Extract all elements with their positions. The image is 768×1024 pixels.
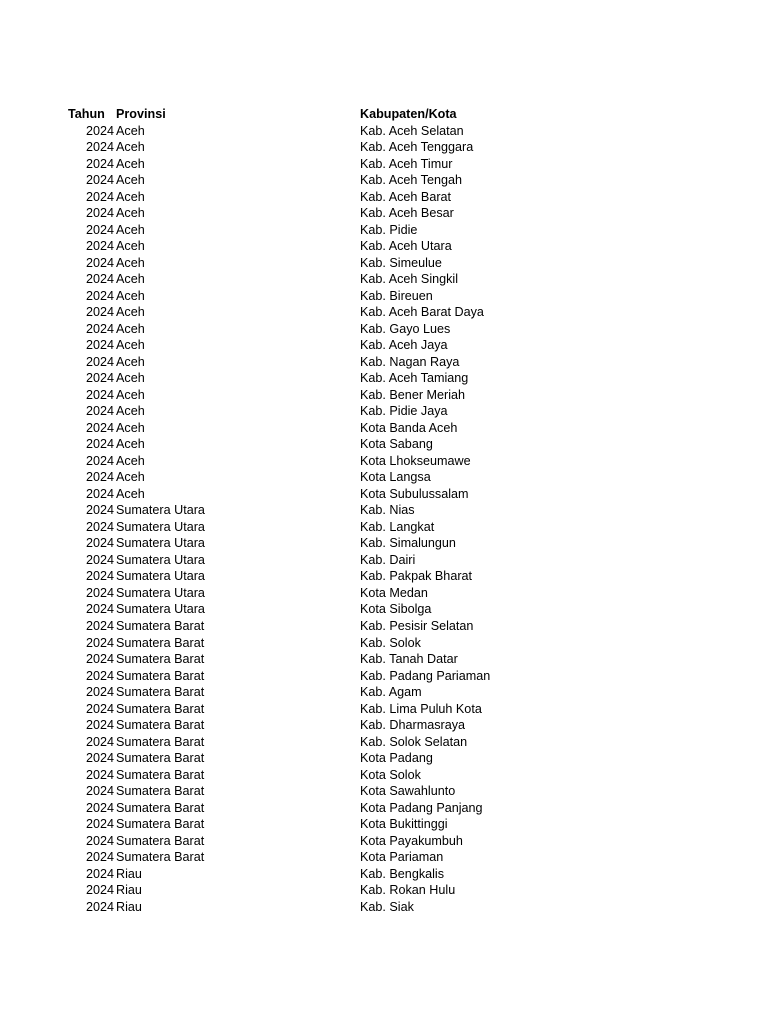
cell-regency: Kota Medan [360,585,428,600]
cell-province: Sumatera Utara [116,503,205,518]
cell-province: Sumatera Utara [116,552,205,567]
cell-year: 2024 [85,123,114,138]
table-row [0,734,768,751]
cell-province: Sumatera Barat [116,751,205,766]
cell-regency: Kota Sabang [360,437,433,452]
table-row [0,651,768,668]
table-row [0,354,768,371]
cell-year: 2024 [85,404,114,419]
cell-regency: Kab. Pidie [360,222,418,237]
cell-regency: Kab. Pakpak Bharat [360,569,473,584]
table-row [0,750,768,767]
cell-year: 2024 [85,338,114,353]
cell-regency: Kab. Aceh Jaya [360,338,448,353]
cell-regency: Kab. Simeulue [360,255,442,270]
cell-regency: Kab. Lima Puluh Kota [360,701,482,716]
table-row [0,255,768,272]
cell-regency: Kab. Aceh Barat [360,189,452,204]
cell-regency: Kab. Simalungun [360,536,456,551]
cell-province: Sumatera Barat [116,767,205,782]
table-row [0,585,768,602]
cell-province: Aceh [116,305,145,320]
cell-province: Aceh [116,189,145,204]
cell-regency: Kab. Aceh Barat Daya [360,305,484,320]
table-row [0,816,768,833]
cell-province: Sumatera Barat [116,800,205,815]
cell-regency: Kab. Aceh Tengah [360,173,463,188]
cell-year: 2024 [85,321,114,336]
cell-year: 2024 [85,453,114,468]
cell-province: Aceh [116,140,145,155]
cell-year: 2024 [85,718,114,733]
cell-regency: Kab. Aceh Utara [360,239,452,254]
cell-regency: Kab. Aceh Tamiang [360,371,469,386]
table-row [0,156,768,173]
cell-year: 2024 [85,751,114,766]
cell-regency: Kab. Rokan Hulu [360,883,456,898]
table-row [0,486,768,503]
cell-regency: Kab. Aceh Timur [360,156,453,171]
cell-year: 2024 [85,305,114,320]
cell-province: Sumatera Utara [116,569,205,584]
cell-regency: Kota Sibolga [360,602,432,617]
table-row [0,453,768,470]
cell-year: 2024 [85,173,114,188]
cell-province: Aceh [116,255,145,270]
table-row [0,238,768,255]
cell-regency: Kab. Agam [360,685,422,700]
cell-regency: Kab. Pesisir Selatan [360,618,474,633]
cell-province: Sumatera Barat [116,685,205,700]
table-row [0,139,768,156]
cell-year: 2024 [85,272,114,287]
cell-year: 2024 [85,652,114,667]
cell-province: Riau [116,866,142,881]
table-row [0,387,768,404]
cell-year: 2024 [85,420,114,435]
cell-year: 2024 [85,602,114,617]
cell-province: Aceh [116,222,145,237]
cell-year: 2024 [85,899,114,914]
cell-year: 2024 [85,569,114,584]
cell-year: 2024 [85,767,114,782]
cell-regency: Kota Solok [360,767,421,782]
cell-province: Sumatera Utara [116,536,205,551]
cell-year: 2024 [85,503,114,518]
cell-province: Aceh [116,239,145,254]
cell-regency: Kab. Tanah Datar [360,652,458,667]
table-row [0,668,768,685]
cell-province: Sumatera Barat [116,784,205,799]
header-province: Provinsi [116,107,166,121]
table-row [0,321,768,338]
cell-year: 2024 [85,387,114,402]
cell-province: Sumatera Barat [116,734,205,749]
cell-regency: Kota Payakumbuh [360,833,463,848]
table-row [0,436,768,453]
table-row [0,684,768,701]
table-row [0,601,768,618]
cell-province: Sumatera Utara [116,585,205,600]
cell-year: 2024 [85,883,114,898]
table-row [0,552,768,569]
table-row [0,849,768,866]
cell-province: Sumatera Barat [116,817,205,832]
cell-regency: Kab. Siak [360,899,414,914]
cell-year: 2024 [85,784,114,799]
cell-year: 2024 [85,800,114,815]
table-row [0,882,768,899]
cell-province: Aceh [116,387,145,402]
cell-province: Aceh [116,453,145,468]
cell-province: Sumatera Barat [116,850,205,865]
table-row [0,866,768,883]
cell-year: 2024 [85,189,114,204]
cell-province: Aceh [116,123,145,138]
header-regency: Kabupaten/Kota [360,107,457,121]
cell-regency: Kab. Aceh Singkil [360,272,459,287]
cell-year: 2024 [85,585,114,600]
cell-year: 2024 [85,486,114,501]
cell-year: 2024 [85,206,114,221]
cell-regency: Kab. Bengkalis [360,866,445,881]
cell-province: Sumatera Barat [116,718,205,733]
cell-regency: Kota Padang Panjang [360,800,483,815]
table-row [0,502,768,519]
cell-regency: Kab. Dairi [360,552,416,567]
cell-regency: Kab. Solok Selatan [360,734,468,749]
cell-year: 2024 [85,288,114,303]
cell-province: Aceh [116,338,145,353]
table-row [0,189,768,206]
table-row [0,304,768,321]
cell-province: Aceh [116,486,145,501]
cell-year: 2024 [85,536,114,551]
cell-province: Aceh [116,420,145,435]
cell-year: 2024 [85,685,114,700]
table-row [0,717,768,734]
cell-year: 2024 [85,635,114,650]
table-row [0,767,768,784]
cell-regency: Kota Banda Aceh [360,420,458,435]
cell-regency: Kab. Pidie Jaya [360,404,448,419]
cell-regency: Kota Subulussalam [360,486,469,501]
cell-province: Aceh [116,470,145,485]
cell-province: Sumatera Barat [116,635,205,650]
table-row [0,635,768,652]
table-row [0,783,768,800]
cell-province: Aceh [116,288,145,303]
cell-province: Aceh [116,156,145,171]
cell-year: 2024 [85,470,114,485]
cell-regency: Kota Sawahlunto [360,784,456,799]
table-row [0,123,768,140]
cell-year: 2024 [85,866,114,881]
table-row [0,899,768,916]
table-row [0,271,768,288]
cell-regency: Kota Langsa [360,470,431,485]
table-row [0,420,768,437]
cell-year: 2024 [85,371,114,386]
cell-regency: Kab. Langkat [360,519,435,534]
cell-regency: Kab. Bener Meriah [360,387,466,402]
cell-province: Aceh [116,272,145,287]
table-row [0,618,768,635]
cell-province: Sumatera Barat [116,652,205,667]
table-row [0,370,768,387]
table-row [0,833,768,850]
cell-province: Aceh [116,437,145,452]
cell-province: Aceh [116,371,145,386]
cell-year: 2024 [85,850,114,865]
cell-year: 2024 [85,222,114,237]
cell-province: Sumatera Barat [116,833,205,848]
table-row [0,568,768,585]
cell-regency: Kab. Nagan Raya [360,354,460,369]
cell-province: Aceh [116,173,145,188]
cell-regency: Kota Pariaman [360,850,444,865]
cell-year: 2024 [85,552,114,567]
data-table [0,106,768,915]
cell-province: Sumatera Barat [116,668,205,683]
cell-year: 2024 [85,255,114,270]
table-row [0,222,768,239]
cell-regency: Kab. Padang Pariaman [360,668,491,683]
table-row [0,469,768,486]
cell-province: Sumatera Barat [116,701,205,716]
cell-year: 2024 [85,668,114,683]
cell-regency: Kab. Aceh Tenggara [360,140,474,155]
cell-year: 2024 [85,701,114,716]
cell-regency: Kab. Nias [360,503,415,518]
table-row [0,205,768,222]
cell-regency: Kab. Solok [360,635,421,650]
cell-province: Aceh [116,404,145,419]
cell-year: 2024 [85,354,114,369]
table-row [0,519,768,536]
table-row [0,535,768,552]
table-row [0,800,768,817]
cell-province: Sumatera Barat [116,618,205,633]
cell-province: Sumatera Utara [116,519,205,534]
table-header-row [0,106,768,123]
cell-regency: Kab. Dharmasraya [360,718,465,733]
cell-year: 2024 [85,618,114,633]
table-body [0,123,768,916]
cell-province: Aceh [116,321,145,336]
cell-province: Riau [116,899,142,914]
header-year: Tahun [68,107,105,121]
cell-regency: Kota Padang [360,751,433,766]
table-row [0,288,768,305]
cell-regency: Kab. Bireuen [360,288,433,303]
cell-regency: Kota Bukittinggi [360,817,448,832]
cell-province: Aceh [116,354,145,369]
cell-regency: Kab. Gayo Lues [360,321,451,336]
cell-province: Riau [116,883,142,898]
table-row [0,701,768,718]
cell-year: 2024 [85,239,114,254]
table-row [0,403,768,420]
cell-year: 2024 [85,140,114,155]
cell-regency: Kota Lhokseumawe [360,453,471,468]
cell-province: Aceh [116,206,145,221]
cell-year: 2024 [85,817,114,832]
cell-regency: Kab. Aceh Besar [360,206,454,221]
cell-province: Sumatera Utara [116,602,205,617]
cell-year: 2024 [85,734,114,749]
cell-regency: Kab. Aceh Selatan [360,123,464,138]
cell-year: 2024 [85,156,114,171]
table-row [0,172,768,189]
table-row [0,337,768,354]
cell-year: 2024 [85,519,114,534]
cell-year: 2024 [85,833,114,848]
cell-year: 2024 [85,437,114,452]
